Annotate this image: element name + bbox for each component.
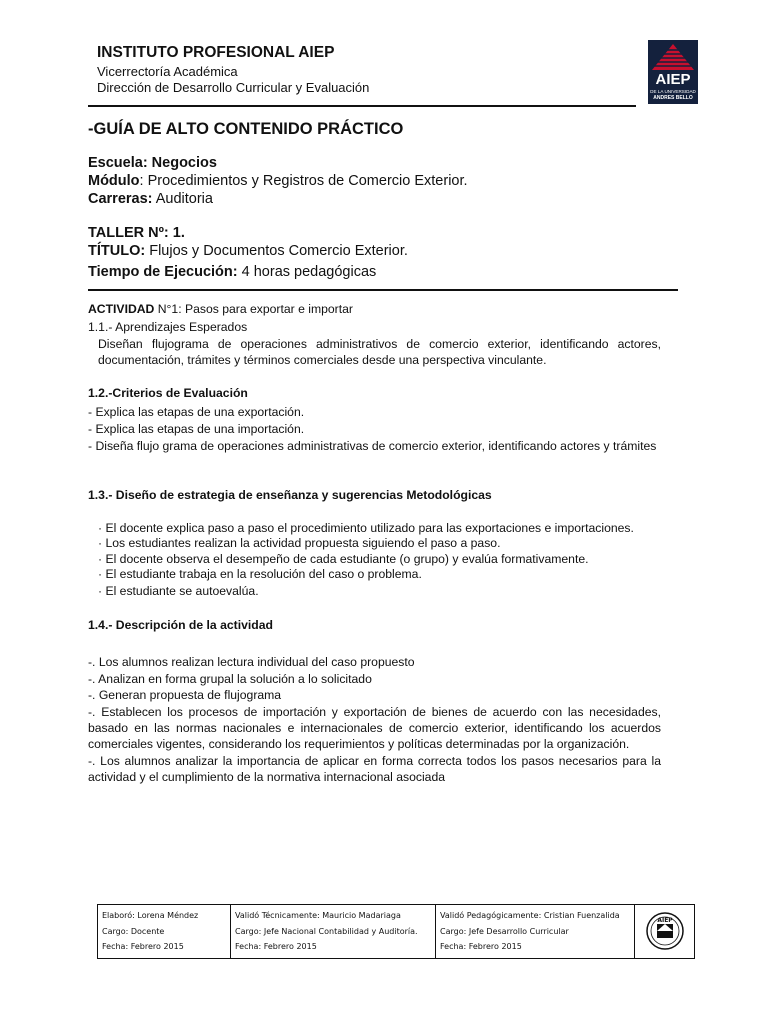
criteria-item: - Diseña flujo grama de operaciones administrativas de comercio exterior, identificando actores y trámites [88,439,657,453]
description-item: -. Establecen los procesos de importación y exportación de bienes de acuerdo con las necesidades, basado en las normas nacionales e internacionales de comercio exterior, identificando los acuerdos comerciales vigentes, considerando los requerimientos y políticas determinadas por la organización. [88,705,661,751]
validation-table [97,904,695,959]
logo-subtext-1: DE LA UNIVERSIDAD [650,89,696,94]
modulo-label: Módulo [88,173,140,189]
carreras-line [88,191,213,207]
pedagogical-date: Fecha: Febrero 2015 [440,942,522,951]
section-1-3-title: 1.3.- Diseño de estrategia de enseñanza y sugerencias Metodológicas [88,488,492,502]
titulo-value: Flujos y Documentos Comercio Exterior. [145,243,408,259]
titulo-label: TÍTULO: [88,243,146,259]
elaborated-cell [98,905,231,959]
department-line-2: Dirección de Desarrollo Curricular y Evaluación [97,80,370,95]
escuela-label: Escuela: Negocios [88,155,217,171]
section-1-2-title: 1.2.-Criterios de Evaluación [88,386,248,400]
elaborated-role: Cargo: Docente [102,926,165,936]
seal-cell [635,905,695,959]
strategy-item: · El docente explica paso a paso el procedimiento utilizado para las exportaciones e importaciones. [98,521,634,535]
criteria-item: - Explica las etapas de una importación. [88,422,305,436]
carreras-value: Auditoria [152,191,213,207]
tiempo-value: 4 horas pedagógicas [237,264,377,280]
pedagogical-role: Cargo: Jefe Desarrollo Curricular [440,926,569,936]
pedagogical-validator: Validó Pedagógicamente: Cristian Fuenzalida [440,911,620,920]
seal-text: AIEP [656,917,673,924]
aiep-logo [648,40,698,104]
criteria-item: - Explica las etapas de una exportación. [88,405,305,419]
description-item: -. Los alumnos realizan lectura individual del caso propuesto [88,655,415,669]
section-1-1-text: Diseñan flujograma de operaciones administrativos de comercio exterior, identificando actores, documentación, trámites y términos comerciales desde una perspectiva vinculante. [98,337,661,367]
strategy-item: · Los estudiantes realizan la actividad propuesta siguiendo el paso a paso. [98,536,501,550]
tiempo-line [88,264,376,280]
strategy-item: · El estudiante trabaja en la resolución del caso o problema. [98,567,422,581]
carreras-label: Carreras: [88,191,153,207]
modulo-line [88,173,468,189]
strategy-item: · El estudiante se autoevalúa. [98,584,259,598]
modulo-value: : Procedimientos y Registros de Comercio Exterior. [139,173,468,189]
description-item: -. Analizan en forma grupal la solución a lo solicitado [88,672,372,686]
technical-date: Fecha: Febrero 2015 [235,942,317,951]
header-rule [88,105,636,107]
logo-text: AIEP [655,71,691,88]
description-item: -. Generan propuesta de flujograma [88,688,282,702]
meta-rule [88,289,678,291]
guide-title: -GUÍA DE ALTO CONTENIDO PRÁCTICO [88,120,404,138]
logo-subtext-2: ANDRES BELLO [653,95,693,101]
taller-label: TALLER Nº: 1. [88,225,185,241]
technical-role: Cargo: Jefe Nacional Contabilidad y Auditoría. [235,926,418,936]
activity-label: ACTIVIDAD [88,302,155,316]
technical-validation-cell [231,905,436,959]
tiempo-label: Tiempo de Ejecución: [88,264,238,280]
activity-line [88,301,353,317]
taller-line [88,225,185,241]
aiep-seal-icon [645,911,685,951]
technical-validator: Validó Técnicamente: Mauricio Madariaga [235,911,401,920]
elaborated-by: Elaboró: Lorena Méndez [102,911,199,920]
section-1-1-title: 1.1.- Aprendizajes Esperados [88,320,248,334]
pedagogical-validation-cell [436,905,635,959]
activity-value: N°1: Pasos para exportar e importar [154,302,353,316]
strategy-item: · El docente observa el desempeño de cada estudiante (o grupo) y evalúa formativamente. [98,552,589,566]
titulo-line [88,243,408,259]
department-line-1: Vicerrectoría Académica [97,64,238,79]
escuela-line [88,155,217,171]
description-item: -. Los alumnos analizar la importancia de aplicar en forma correcta todos los pasos necesarios para la actividad y el cumplimiento de la normativa internacional asociada [88,754,661,784]
section-1-4-title: 1.4.- Descripción de la actividad [88,618,273,632]
elaborated-date: Fecha: Febrero 2015 [102,942,184,951]
institution-name: INSTITUTO PROFESIONAL AIEP [97,44,335,61]
